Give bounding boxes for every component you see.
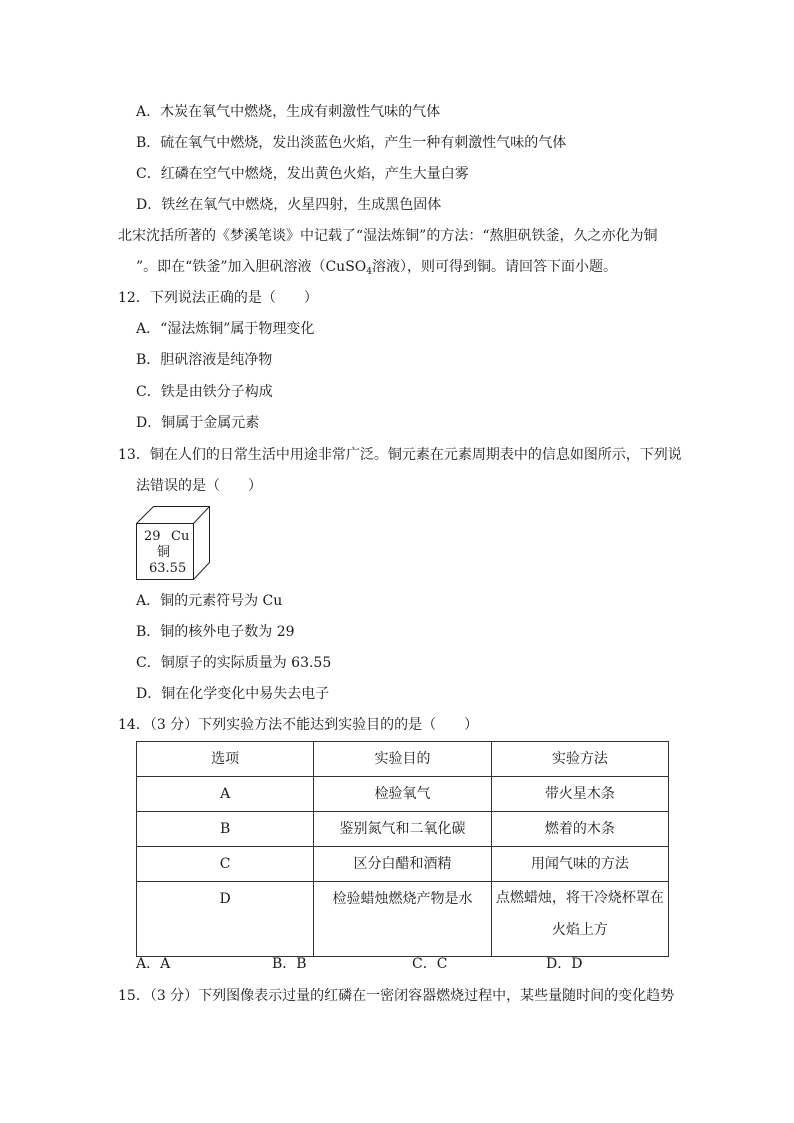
table-cell: 燃着的木条 <box>491 812 668 847</box>
q12-option-d: D．铜属于金属元素 <box>136 415 260 431</box>
q12-option-c: C．铁是由铁分子构成 <box>136 384 273 400</box>
method-line-2: 火焰上方 <box>551 922 608 938</box>
question-13-stem: 13．铜在人们的日常生活中用途非常广泛。铜元素在元素周期表中的信息如图所示，下列说 <box>118 447 682 463</box>
option-a: A．木炭在氧气中燃烧，生成有刺激性气味的气体 <box>136 104 441 120</box>
table-row <box>137 812 669 847</box>
subscript: 4 <box>366 267 373 277</box>
option-d: D．铁丝在氧气中燃烧，火星四射，生成黑色固体 <box>136 197 442 213</box>
table-cell: B <box>137 812 314 847</box>
table-row <box>137 882 669 957</box>
table-cell: 用闻气味的方法 <box>491 847 668 882</box>
q13-option-d: D．铜在化学变化中易失去电子 <box>136 686 330 702</box>
atomic-mass: 63.55 <box>149 561 187 576</box>
question-15-stem: 15．（3 分）下列图像表示过量的红磷在一密闭容器燃烧过程中，某些量随时间的变化趋势 <box>118 988 675 1004</box>
q13-option-a: A．铜的元素符号为 Cu <box>136 593 283 609</box>
table-cell: 带火星木条 <box>491 777 668 812</box>
atomic-number: 29 <box>144 529 161 544</box>
q14-answer-d: D．D <box>546 956 583 972</box>
table-cell: D <box>137 882 314 957</box>
question-13-stem-cont: 法错误的是（ ） <box>136 478 262 494</box>
q13-option-b: B．铜的核外电子数为 29 <box>136 624 295 640</box>
table-cell: A <box>137 777 314 812</box>
intro-line-2 <box>136 257 617 282</box>
table-row <box>137 847 669 882</box>
intro-text: ”。即在“铁釜”加入胆矾溶液（CuSO <box>136 259 367 275</box>
table-cell: 鉴别氮气和二氧化碳 <box>314 812 491 847</box>
element-symbol: Cu <box>171 529 190 544</box>
option-b: B．硫在氧气中燃烧，发出淡蓝色火焰，产生一种有刺激性气味的气体 <box>136 135 567 151</box>
table-cell: 检验氧气 <box>314 777 491 812</box>
option-c: C．红磷在空气中燃烧，发出黄色火焰，产生大量白雾 <box>136 166 469 182</box>
table-cell: 区分白醋和酒精 <box>314 847 491 882</box>
intro-line-1: 北宋沈括所著的《梦溪笔谈》中记载了“湿法炼铜”的方法：“熬胆矾铁釜，久之亦化为铜 <box>118 228 658 244</box>
table-cell: 检验蜡烛燃烧产物是水 <box>314 882 491 957</box>
q14-answer-a: A．A <box>136 956 171 972</box>
table-row <box>137 777 669 812</box>
q13-option-c: C．铜原子的实际质量为 63.55 <box>136 655 332 671</box>
table-header: 实验方法 <box>491 742 668 777</box>
table-header: 选项 <box>137 742 314 777</box>
q12-option-a: A．“湿法炼铜”属于物理变化 <box>136 321 315 337</box>
table-header: 实验目的 <box>314 742 491 777</box>
q12-option-b: B．胆矾溶液是纯净物 <box>136 352 273 368</box>
element-cell-figure <box>136 505 210 580</box>
q14-answer-c: C．C <box>412 956 448 972</box>
method-line-1: 点燃蜡烛，将干冷烧杯罩在 <box>495 890 664 906</box>
question-14-stem: 14．（3 分）下列实验方法不能达到实验目的的是（ ） <box>118 717 479 733</box>
experiment-table <box>136 741 669 957</box>
table-header-row <box>137 742 669 777</box>
table-cell <box>491 882 668 957</box>
element-name: 铜 <box>157 545 171 560</box>
table-cell: C <box>137 847 314 882</box>
question-12-stem: 12．下列说法正确的是（ ） <box>118 290 318 306</box>
intro-text-end: 溶液），则可得到铜。请回答下面小题。 <box>372 259 618 275</box>
q14-answer-b: B．B <box>272 956 307 972</box>
